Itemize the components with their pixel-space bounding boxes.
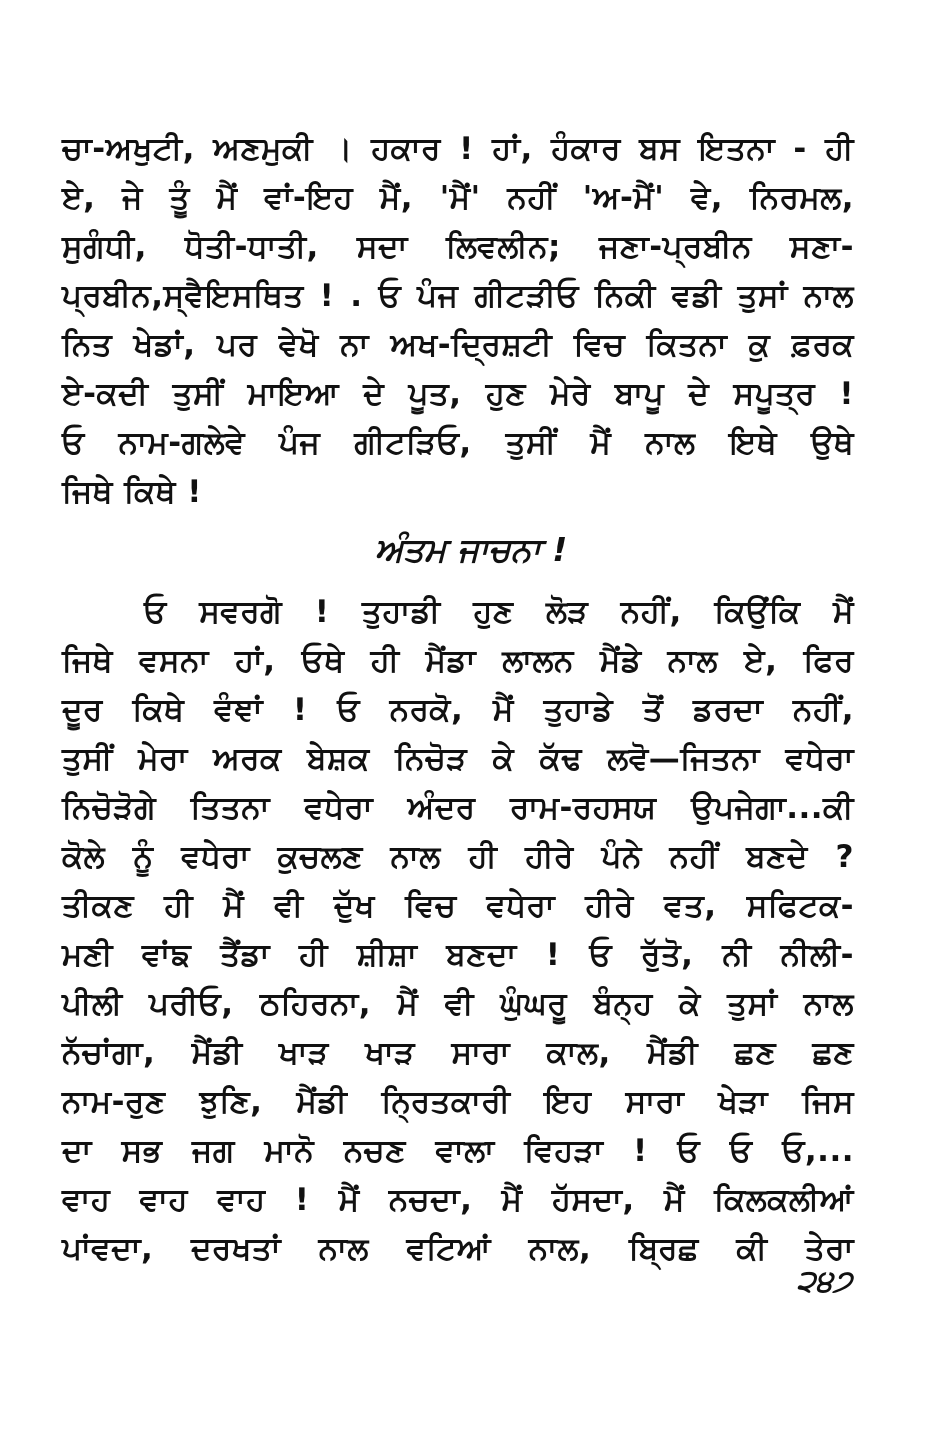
text-line: ਨਾਮ-ਰੁਣ ਝੁਣਿ, ਮੈਂਡੀ ਨ੍ਰਿਤਕਾਰੀ ਇਹ ਸਾਰਾ ਖੇੜਾ ਜਿਸ [62, 1084, 854, 1120]
text-line: ਨਿਚੋੜੋਗੇ ਤਿਤਨਾ ਵਧੇਰਾ ਅੰਦਰ ਰਾਮ-ਰਹਸਯ ਉਪਜੇਗਾ...ਕੀ [62, 790, 854, 826]
page-number: ੨੪੭ [796, 1264, 852, 1299]
text-line: ਚਾ-ਅਖੁਟੀ, ਅਣਮੁਕੀ । ਹਕਾਰ ! ਹਾਂ, ਹੰਕਾਰ ਬਸ ਇਤਨਾ - ਹੀ [62, 131, 854, 167]
text-line: ਮਣੀ ਵਾਂਙ ਤੈਂਡਾ ਹੀ ਸ਼ੀਸ਼ਾ ਬਣਦਾ ! ਓ ਰੁੱਤੋ, ਨੀ ਨੀਲੀ- [62, 937, 854, 973]
text-line: ਏ-ਕਦੀ ਤੁਸੀਂ ਮਾਇਆ ਦੇ ਪੂਤ, ਹੁਣ ਮੇਰੇ ਬਾਪੂ ਦੇ ਸਪੂਤ੍ਰ ! [62, 376, 854, 412]
text-line: ਪਾਂਵਦਾ, ਦਰਖਤਾਂ ਨਾਲ ਵਟਿਆਂ ਨਾਲ, ਬ੍ਰਿਛ ਕੀ ਤੇਰਾ [62, 1231, 854, 1267]
text-line: ਪ੍ਰਬੀਨ,ਸ੍ਵੈਇਸਥਿਤ ! . ਓ ਪੰਜ ਗੀਟੜੀਓ ਨਿਕੀ ਵਡੀ ਤੁਸਾਂ ਨਾਲ [62, 278, 854, 314]
text-line: ਦੂਰ ਕਿਥੇ ਵੰਞਾਂ ! ਓ ਨਰਕੋ, ਮੈਂ ਤੁਹਾਡੇ ਤੋਂ ਡਰਦਾ ਨਹੀਂ, [62, 692, 854, 728]
text-line: ਤੀਕਣ ਹੀ ਮੈਂ ਵੀ ਦੁੱਖ ਵਿਚ ਵਧੇਰਾ ਹੀਰੇ ਵਤ, ਸਫਿਟਕ- [62, 888, 854, 924]
text-line: ਨਿਤ ਖੇਡਾਂ, ਪਰ ਵੇਖੋ ਨਾ ਅਖ-ਦ੍ਰਿਸ਼ਟੀ ਵਿਚ ਕਿਤਨਾ ਕੁ ਫ਼ਰਕ [62, 327, 854, 363]
text-line: ਓ ਸਵਰਗੋ ! ਤੁਹਾਡੀ ਹੁਣ ਲੋੜ ਨਹੀਂ, ਕਿਉਂਕਿ ਮੈਂ [144, 594, 854, 630]
text-line: ਵਾਹ ਵਾਹ ਵਾਹ ! ਮੈਂ ਨਚਦਾ, ਮੈਂ ਹੱਸਦਾ, ਮੈਂ ਕਿਲਕਲੀਆਂ [62, 1182, 854, 1218]
section-heading: ਅੰਤਮ ਜਾਚਨਾ ! [374, 530, 568, 569]
text-line: ਜਿਥੇ ਵਸਨਾ ਹਾਂ, ਓਥੇ ਹੀ ਮੈਂਡਾ ਲਾਲਨ ਮੈਂਡੇ ਨਾਲ ਏ, ਫਿਰ [62, 643, 854, 679]
text-line: ਨੱਚਾਂਗਾ, ਮੈਂਡੀ ਖਾੜ ਖਾੜ ਸਾਰਾ ਕਾਲ, ਮੈਂਡੀ ਛਣ ਛਣ [62, 1035, 854, 1071]
text-line: ਜਿਥੇ ਕਿਥੇ ! [62, 474, 202, 510]
text-line: ਏ, ਜੇ ਤੂੰ ਮੈਂ ਵਾਂ-ਇਹ ਮੈਂ, 'ਮੈਂ' ਨਹੀਂ 'ਅ-ਮੈਂ' ਵੇ, ਨਿਰਮਲ, [62, 180, 854, 216]
text-line: ਤੁਸੀਂ ਮੇਰਾ ਅਰਕ ਬੇਸ਼ਕ ਨਿਚੋੜ ਕੇ ਕੱਢ ਲਵੋ—ਜਿਤਨਾ ਵਧੇਰਾ [62, 741, 854, 777]
text-line: ਕੋਲੇ ਨੂੰ ਵਧੇਰਾ ਕੁਚਲਣ ਨਾਲ ਹੀ ਹੀਰੇ ਪੰਨੇ ਨਹੀਂ ਬਣਦੇ ? [62, 839, 854, 875]
paragraph-1 [62, 125, 854, 517]
text-line: ਪੀਲੀ ਪਰੀਓ, ਠਹਿਰਨਾ, ਮੈਂ ਵੀ ਘੁੰਘਰੂ ਬੰਨ੍ਹ ਕੇ ਤੁਸਾਂ ਨਾਲ [62, 986, 854, 1022]
text-line: ਦਾ ਸਭ ਜਗ ਮਾਨੋ ਨਚਣ ਵਾਲਾ ਵਿਹੜਾ ! ਓ ਓ ਓ,... [62, 1133, 854, 1169]
paragraph-2 [62, 588, 854, 1274]
text-line: ਓ ਨਾਮ-ਗਲੇਵੇ ਪੰਜ ਗੀਟੜਿਓ, ਤੁਸੀਂ ਮੈਂ ਨਾਲ ਇਥੇ ਉਥੇ [62, 425, 854, 461]
text-line: ਸੁਗੰਧੀ, ਧੋਤੀ-ਧਾਤੀ, ਸਦਾ ਲਿਵਲੀਨ; ਜਣਾ-ਪ੍ਰਬੀਨ ਸਣਾ- [62, 229, 854, 265]
